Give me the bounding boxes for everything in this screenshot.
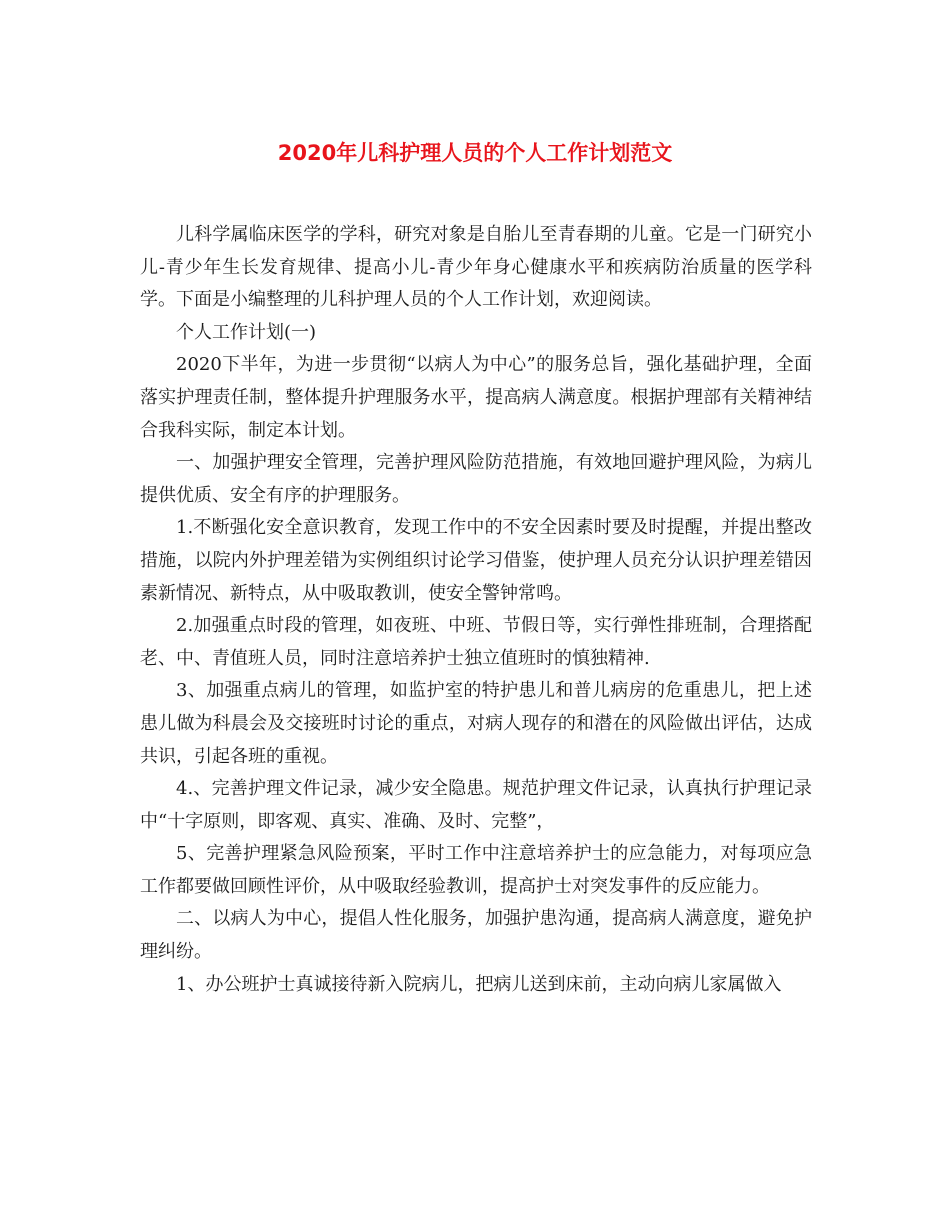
list-item-6: 1、办公班护士真诚接待新入院病儿，把病儿送到床前，主动向病儿家属做入 <box>176 973 782 995</box>
paragraph-overview: 2020下半年，为进一步贯彻“以病人为中心”的服务总旨，强化基础护理，全面落实护理责任制，整体提升护理服务水平，提高病人满意度。根据护理部有关精神结合我科实际，制定本计划。 <box>140 354 812 441</box>
list-item-1: 1.不断强化安全意识教育，发现工作中的不安全因素时要及时提醒，并提出整改措施，以院内外护理差错为实例组织讨论学习借鉴，使护理人员充分认识护理差错因素新情况、新特点，从中吸取教训，使安全警钟常鸣。 <box>140 517 812 604</box>
section-heading-plan-1: 个人工作计划(一) <box>176 321 317 343</box>
list-item-5: 5、完善护理紧急风险预案，平时工作中注意培养护士的应急能力，对每项应急工作都要做回顾性评价，从中吸取经验教训，提高护士对突发事件的反应能力。 <box>140 843 812 897</box>
section-heading-safety: 一、加强护理安全管理，完善护理风险防范措施，有效地回避护理风险，为病儿提供优质、安全有序的护理服务。 <box>140 452 812 506</box>
list-item-2: 2.加强重点时段的管理，如夜班、中班、节假日等，实行弹性排班制，合理搭配老、中、青值班人员，同时注意培养护士独立值班时的慎独精神. <box>140 615 812 669</box>
section-heading-patient-centered: 二、以病人为中心，提倡人性化服务，加强护患沟通，提高病人满意度，避免护理纠纷。 <box>140 908 812 963</box>
document-title: 2020年儿科护理人员的个人工作计划范文 <box>277 141 673 165</box>
paragraph-intro: 儿科学属临床医学的学科，研究对象是自胎儿至青春期的儿童。它是一门研究小儿-青少年生长发育规律、提高小儿-青少年身心健康水平和疾病防治质量的医学科学。下面是小编整理的儿科护理人员的个人工作计划，欢迎阅读。 <box>140 224 812 311</box>
list-item-3: 3、加强重点病儿的管理，如监护室的特护患儿和普儿病房的危重患儿，把上述患儿做为科晨会及交接班时讨论的重点，对病人现存的和潜在的风险做出评估，达成共识，引起各班的重视。 <box>140 680 812 767</box>
document-body <box>140 219 812 1001</box>
list-item-4: 4.、完善护理文件记录，减少安全隐患。规范护理文件记录，认真执行护理记录中“十字原则，即客观、真实、准确、及时、完整”， <box>140 778 812 832</box>
